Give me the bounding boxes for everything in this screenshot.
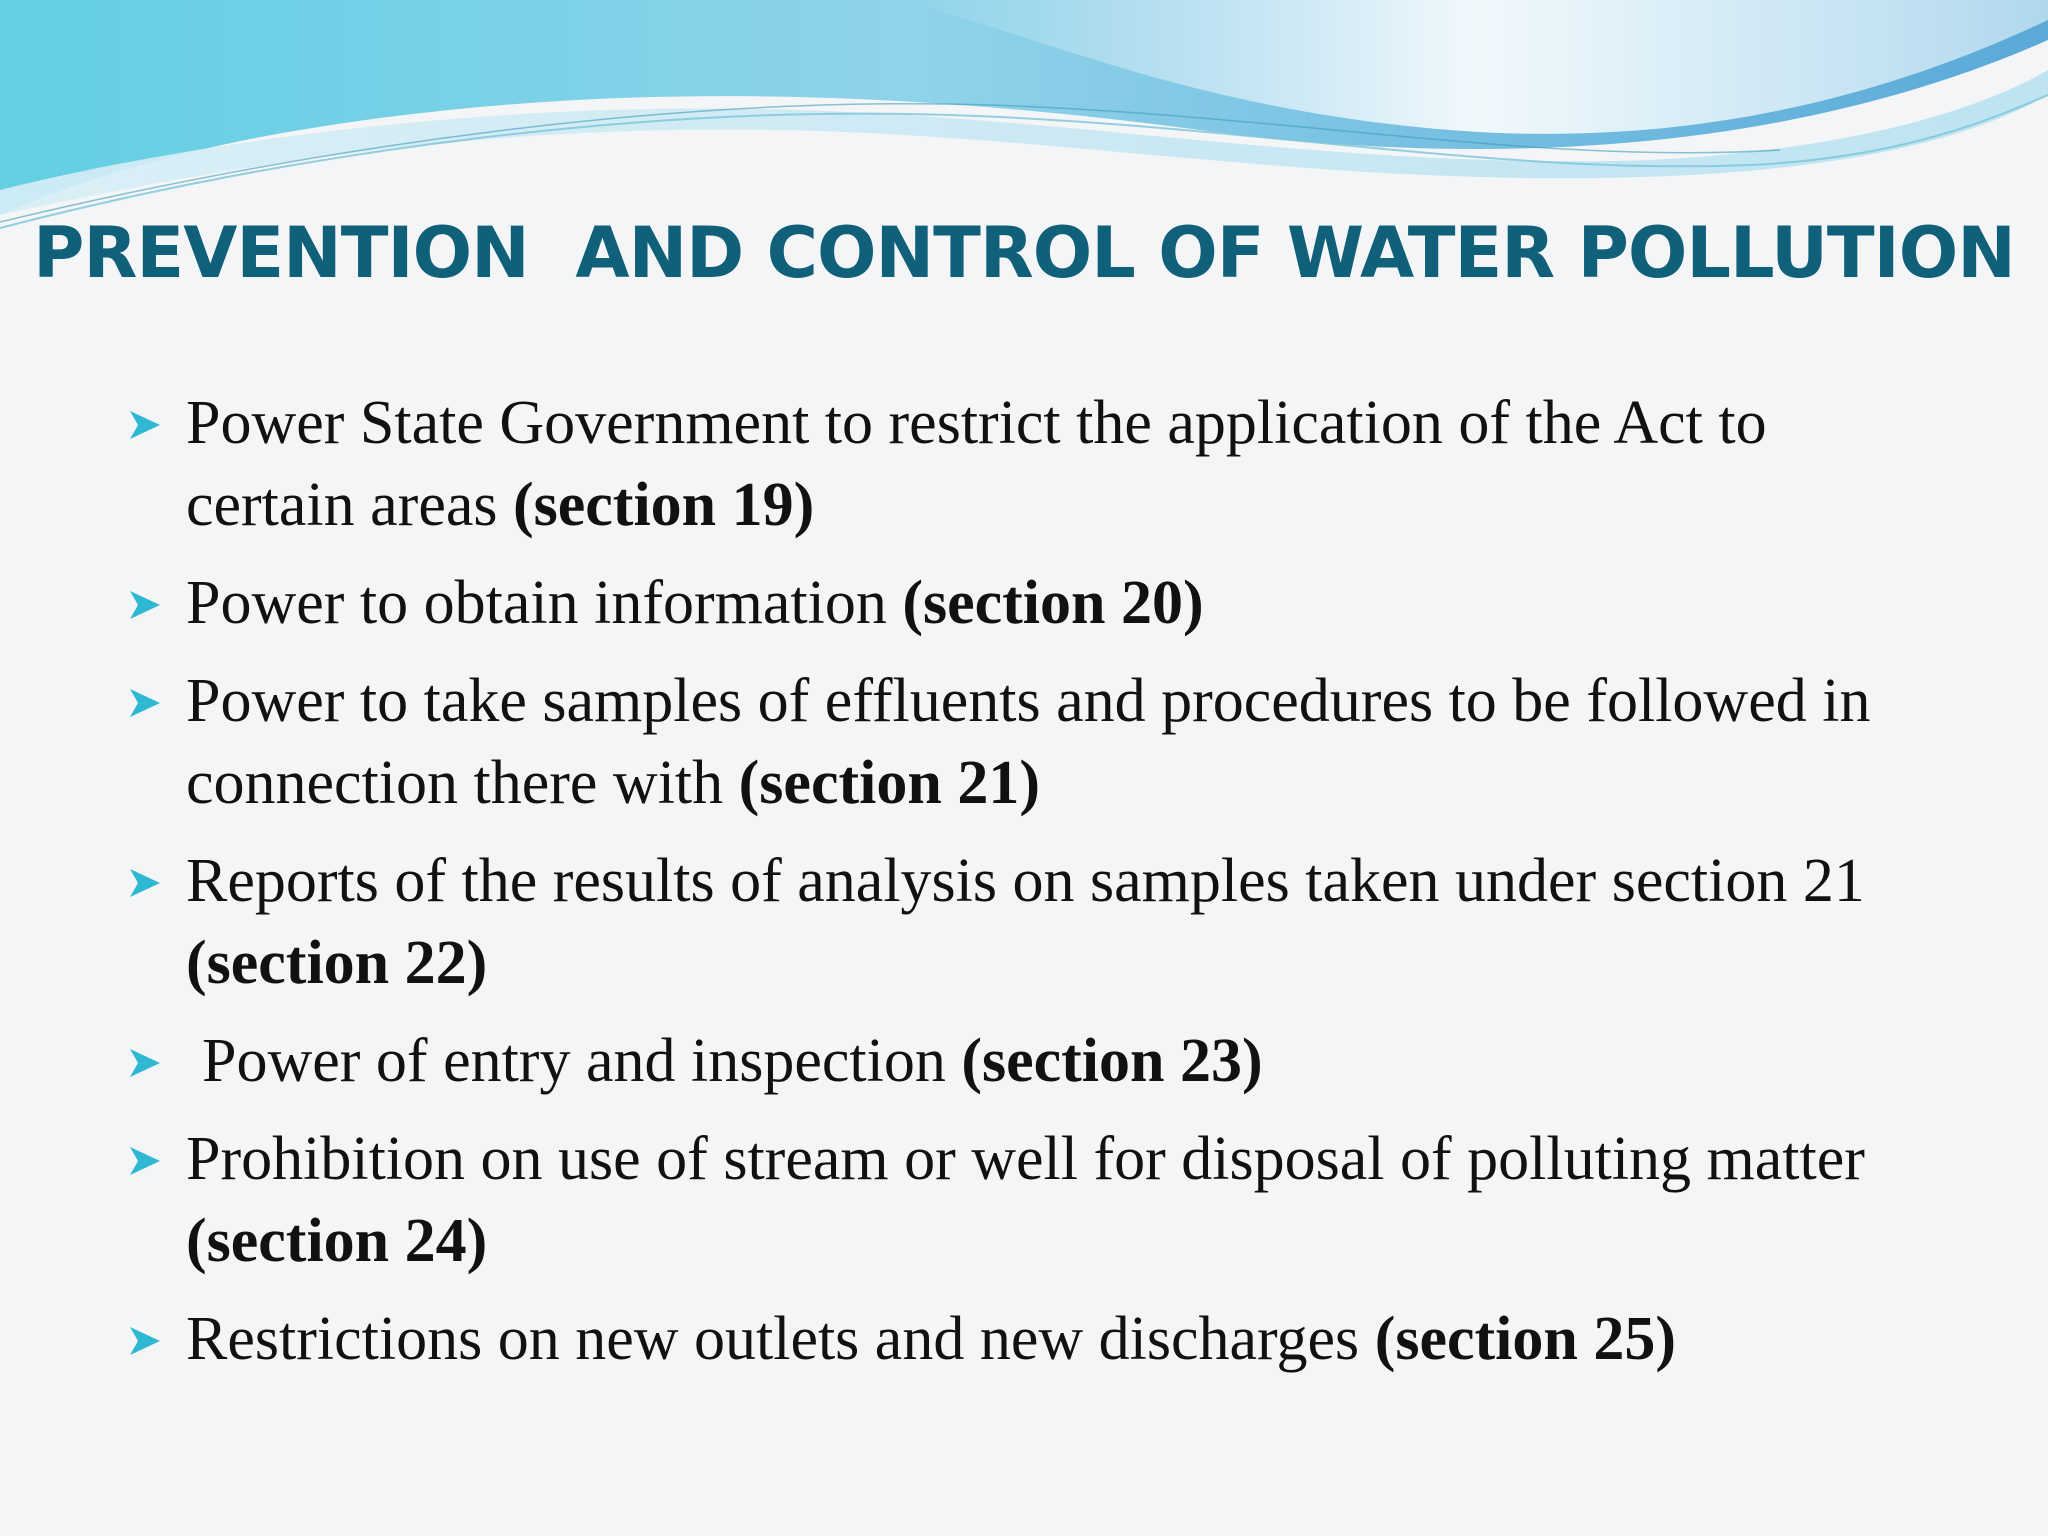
arrow-bullet-icon bbox=[128, 408, 162, 442]
bullet-section: (section 23) bbox=[961, 1027, 1263, 1095]
bullet-section: (section 19) bbox=[512, 471, 815, 539]
bullet-list bbox=[128, 382, 1888, 1396]
bullet-text: Prohibition on use of stream or well for disposal of polluting matter bbox=[186, 1125, 1865, 1193]
arrow-bullet-icon bbox=[128, 588, 162, 622]
bullet-section: (section 20) bbox=[902, 569, 1204, 637]
bullet-section: (section 21) bbox=[738, 749, 1040, 817]
arrow-bullet-icon bbox=[128, 1046, 162, 1080]
list-item bbox=[128, 660, 1888, 824]
bullet-text: Restrictions on new outlets and new discharges bbox=[186, 1305, 1375, 1373]
bullet-section: (section 25) bbox=[1374, 1305, 1676, 1373]
arrow-bullet-icon bbox=[128, 1324, 162, 1358]
bullet-text: Power to take samples of effluents and procedures to be followed in connection there with bbox=[186, 667, 1871, 817]
list-item bbox=[128, 1020, 1888, 1102]
list-item bbox=[128, 840, 1888, 1004]
arrow-bullet-icon bbox=[128, 686, 162, 720]
bullet-section: (section 24) bbox=[186, 1207, 488, 1275]
slide-title: PREVENTION AND CONTROL OF WATER POLLUTION bbox=[33, 212, 2015, 294]
arrow-bullet-icon bbox=[128, 866, 162, 900]
bullet-text: Reports of the results of analysis on samples taken under section 21 bbox=[186, 847, 1865, 915]
bullet-text: Power State Government to restrict the application of the Act to certain areas bbox=[186, 389, 1767, 539]
bullet-text: Power of entry and inspection bbox=[202, 1027, 962, 1095]
arrow-bullet-icon bbox=[128, 1144, 162, 1178]
list-item bbox=[128, 1298, 1888, 1380]
list-item bbox=[128, 382, 1888, 546]
list-item bbox=[128, 1118, 1888, 1282]
bullet-text: Power to obtain information bbox=[186, 569, 903, 637]
bullet-section: (section 22) bbox=[186, 929, 488, 997]
list-item bbox=[128, 562, 1888, 644]
